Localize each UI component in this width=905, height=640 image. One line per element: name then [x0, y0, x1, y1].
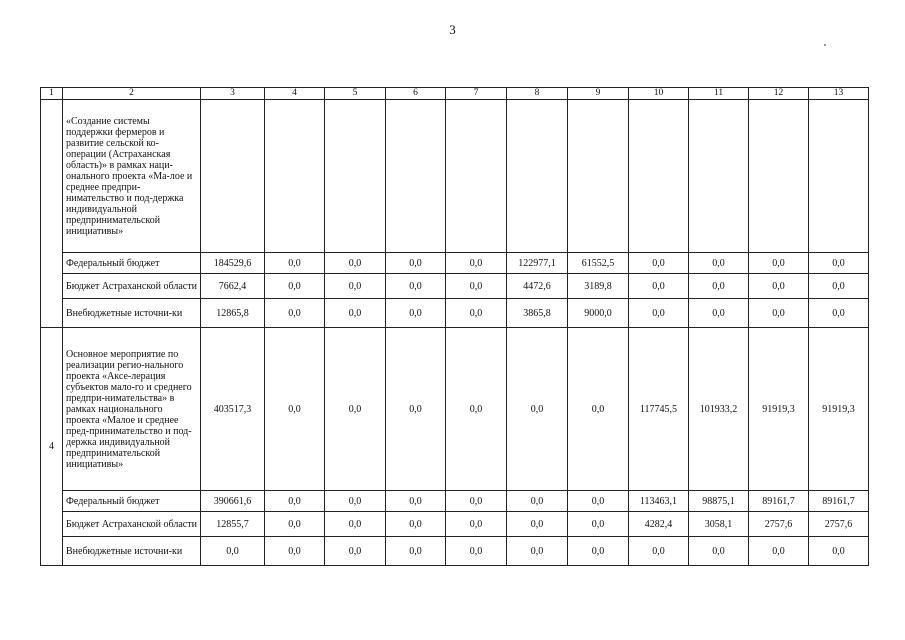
value-cell: 0,0	[325, 253, 386, 274]
empty-cell	[507, 100, 568, 253]
value-cell: 0,0	[265, 253, 325, 274]
column-number: 9	[568, 88, 629, 100]
value-cell: 3058,1	[689, 512, 749, 537]
value-cell: 0,0	[265, 491, 325, 512]
empty-cell	[446, 100, 507, 253]
column-number: 7	[446, 88, 507, 100]
value-cell: 0,0	[386, 537, 446, 566]
empty-cell	[265, 100, 325, 253]
value-cell: 0,0	[507, 512, 568, 537]
value-cell: 89161,7	[809, 491, 869, 512]
total-value-cell: 91919,3	[749, 328, 809, 491]
value-cell: 0,0	[386, 299, 446, 328]
value-cell: 0,0	[507, 537, 568, 566]
total-value-cell: 403517,3	[201, 328, 265, 491]
scan-speck	[824, 44, 826, 46]
value-cell: 0,0	[265, 299, 325, 328]
value-cell: 0,0	[568, 491, 629, 512]
value-cell: 0,0	[689, 253, 749, 274]
column-number: 10	[629, 88, 689, 100]
value-cell: 0,0	[386, 274, 446, 299]
empty-cell	[201, 100, 265, 253]
measure-row	[41, 328, 869, 491]
value-cell: 0,0	[749, 253, 809, 274]
value-cell: 0,0	[446, 299, 507, 328]
total-value-cell: 101933,2	[689, 328, 749, 491]
total-value-cell: 0,0	[446, 328, 507, 491]
value-cell: 0,0	[689, 299, 749, 328]
value-cell: 0,0	[446, 537, 507, 566]
value-cell: 0,0	[325, 537, 386, 566]
column-number: 1	[41, 88, 63, 100]
funding-source-label: Федеральный бюджет	[63, 253, 201, 274]
value-cell: 0,0	[568, 512, 629, 537]
total-value-cell: 0,0	[386, 328, 446, 491]
value-cell: 0,0	[325, 512, 386, 537]
value-cell: 0,0	[809, 253, 869, 274]
value-cell: 0,0	[446, 253, 507, 274]
value-cell: 0,0	[446, 274, 507, 299]
column-number-row	[41, 88, 869, 100]
funding-source-row	[41, 274, 869, 299]
budget-table	[40, 87, 869, 566]
value-cell: 0,0	[809, 537, 869, 566]
value-cell: 98875,1	[689, 491, 749, 512]
value-cell: 0,0	[749, 274, 809, 299]
value-cell: 12865,8	[201, 299, 265, 328]
funding-source-label: Внебюджетные источни-ки	[63, 537, 201, 566]
value-cell: 0,0	[446, 491, 507, 512]
empty-cell	[689, 100, 749, 253]
value-cell: 184529,6	[201, 253, 265, 274]
column-number: 4	[265, 88, 325, 100]
value-cell: 2757,6	[749, 512, 809, 537]
value-cell: 3189,8	[568, 274, 629, 299]
empty-cell	[568, 100, 629, 253]
empty-cell	[809, 100, 869, 253]
value-cell: 0,0	[568, 537, 629, 566]
funding-source-row	[41, 512, 869, 537]
value-cell: 0,0	[386, 253, 446, 274]
column-number: 6	[386, 88, 446, 100]
row-index: 4	[41, 328, 63, 566]
value-cell: 0,0	[809, 274, 869, 299]
value-cell: 0,0	[629, 274, 689, 299]
value-cell: 0,0	[446, 512, 507, 537]
total-value-cell: 0,0	[325, 328, 386, 491]
column-number: 5	[325, 88, 386, 100]
measure-row	[41, 100, 869, 253]
value-cell: 9000,0	[568, 299, 629, 328]
value-cell: 0,0	[689, 274, 749, 299]
value-cell: 0,0	[689, 537, 749, 566]
funding-source-row	[41, 537, 869, 566]
total-value-cell: 0,0	[507, 328, 568, 491]
column-number: 8	[507, 88, 568, 100]
value-cell: 0,0	[749, 299, 809, 328]
value-cell: 0,0	[325, 299, 386, 328]
value-cell: 113463,1	[629, 491, 689, 512]
value-cell: 0,0	[201, 537, 265, 566]
value-cell: 0,0	[629, 537, 689, 566]
empty-cell	[386, 100, 446, 253]
value-cell: 12855,7	[201, 512, 265, 537]
funding-source-label: Федеральный бюджет	[63, 491, 201, 512]
value-cell: 2757,6	[809, 512, 869, 537]
value-cell: 0,0	[629, 299, 689, 328]
value-cell: 61552,5	[568, 253, 629, 274]
column-number: 3	[201, 88, 265, 100]
value-cell: 0,0	[386, 491, 446, 512]
value-cell: 0,0	[629, 253, 689, 274]
column-number: 12	[749, 88, 809, 100]
total-value-cell: 0,0	[265, 328, 325, 491]
column-number: 11	[689, 88, 749, 100]
value-cell: 4282,4	[629, 512, 689, 537]
value-cell: 0,0	[386, 512, 446, 537]
value-cell: 0,0	[325, 491, 386, 512]
row-index	[41, 100, 63, 328]
total-value-cell: 91919,3	[809, 328, 869, 491]
value-cell: 122977,1	[507, 253, 568, 274]
column-number: 2	[63, 88, 201, 100]
funding-source-label: Бюджет Астраханской области	[63, 512, 201, 537]
value-cell: 0,0	[749, 537, 809, 566]
column-number: 13	[809, 88, 869, 100]
funding-source-row	[41, 491, 869, 512]
funding-source-label: Внебюджетные источни-ки	[63, 299, 201, 328]
value-cell: 0,0	[507, 491, 568, 512]
funding-source-row	[41, 299, 869, 328]
value-cell: 7662,4	[201, 274, 265, 299]
measure-description: «Создание системы поддержки фермеров и развитие сельской ко-операции (Астраханская область)» в рамках наци-онального проекта «Ма-лое и среднее предпри-нимательство и под-держка индивидуальной предпринимательской инициативы»	[63, 100, 201, 253]
value-cell: 0,0	[265, 274, 325, 299]
total-value-cell: 0,0	[568, 328, 629, 491]
value-cell: 0,0	[265, 537, 325, 566]
value-cell: 0,0	[325, 274, 386, 299]
empty-cell	[325, 100, 386, 253]
value-cell: 4472,6	[507, 274, 568, 299]
value-cell: 390661,6	[201, 491, 265, 512]
value-cell: 3865,8	[507, 299, 568, 328]
empty-cell	[629, 100, 689, 253]
page-number: 3	[449, 22, 456, 37]
value-cell: 89161,7	[749, 491, 809, 512]
funding-source-label: Бюджет Астраханской области	[63, 274, 201, 299]
measure-description: Основное мероприятие по реализации регио-нального проекта «Аксе-лерация субъектов мало-го и среднего предпри-нимательства» в рамках национального проекта «Малое и среднее пред-принимательство и под-держка индивидуальной предпринимательской инициативы»	[63, 328, 201, 491]
funding-source-row	[41, 253, 869, 274]
value-cell: 0,0	[809, 299, 869, 328]
value-cell: 0,0	[265, 512, 325, 537]
empty-cell	[749, 100, 809, 253]
total-value-cell: 117745,5	[629, 328, 689, 491]
